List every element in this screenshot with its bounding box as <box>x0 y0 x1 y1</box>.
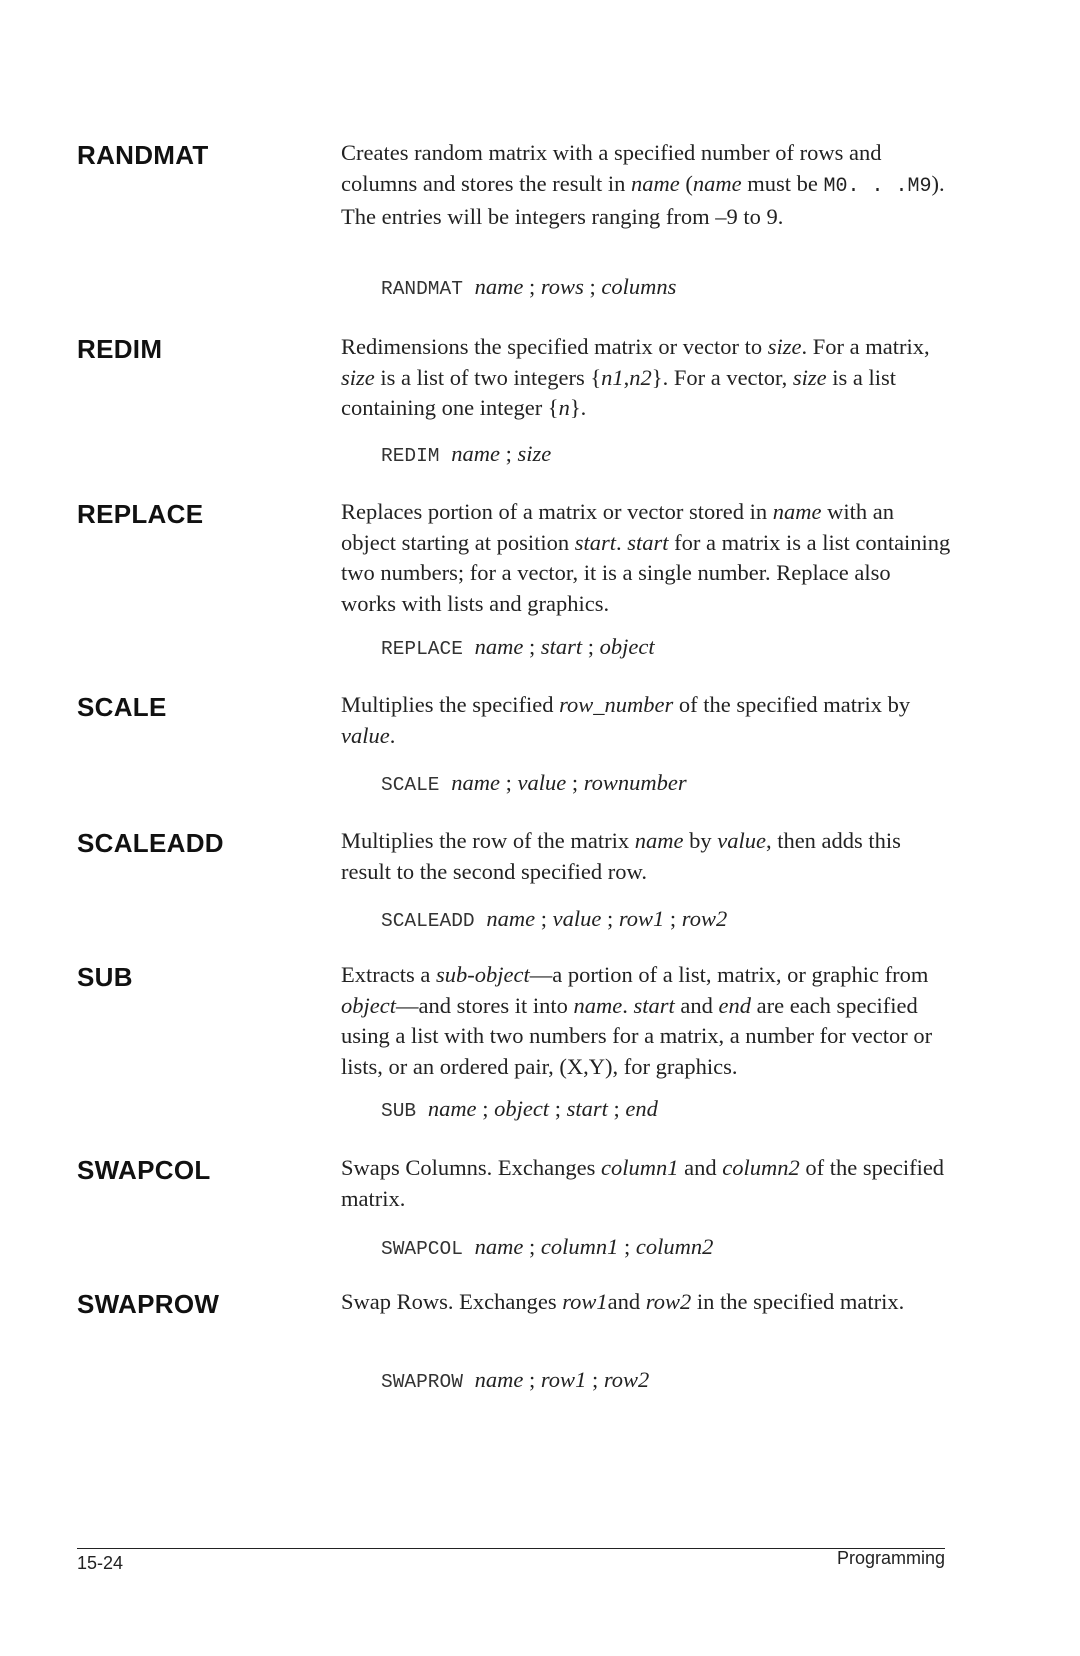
code-text: REPLACE <box>381 638 475 660</box>
italic-term: value <box>717 828 766 853</box>
italic-term: start <box>566 1096 608 1121</box>
italic-term: name <box>474 274 524 299</box>
italic-term: value <box>341 722 390 748</box>
command-syntax: RANDMAT name ; rows ; columns <box>381 274 677 300</box>
italic-term: name <box>486 906 536 931</box>
italic-term: start <box>627 529 669 555</box>
italic-term: size <box>792 364 827 390</box>
italic-term: row1 <box>618 906 665 931</box>
command-syntax: REPLACE name ; start ; object <box>381 634 655 660</box>
italic-term: start <box>574 529 616 555</box>
italic-term: column1 <box>600 1155 679 1180</box>
italic-term: end <box>718 992 751 1018</box>
italic-term: n1 <box>601 364 624 390</box>
command-syntax: SWAPCOL name ; column1 ; column2 <box>381 1234 714 1260</box>
italic-term: row_number <box>559 692 674 717</box>
italic-term: name <box>474 1234 524 1259</box>
command-description: Replaces portion of a matrix or vector stored in name with an object starting at position start. start for a matrix is a list containing two numbers; for a vector, it is a single number. Replace also works with lists and graphics. <box>341 499 951 616</box>
italic-term: name <box>573 992 623 1018</box>
command-term: SWAPCOL <box>77 1155 211 1185</box>
italic-term: name <box>474 1367 524 1392</box>
command-syntax: REDIM name ; size <box>381 441 552 467</box>
command-description: Swaps Columns. Exchanges column1 and column2 of the specified matrix. <box>341 1155 945 1211</box>
italic-term: name <box>692 170 742 196</box>
italic-term: name <box>634 828 684 853</box>
code-text: SCALEADD <box>381 910 487 932</box>
command-syntax: SWAPROW name ; row1 ; row2 <box>381 1367 650 1393</box>
italic-term: n <box>558 395 570 420</box>
italic-term: name <box>474 634 524 659</box>
command-description: Swap Rows. Exchanges row1and row2 in the specified matrix. <box>341 1289 905 1314</box>
footer-rule <box>77 1548 945 1549</box>
italic-term: sub-object <box>435 962 530 987</box>
italic-term: column1 <box>540 1234 619 1259</box>
italic-term: row1 <box>540 1367 587 1392</box>
italic-term: object <box>341 992 396 1018</box>
code-text: SWAPCOL <box>381 1238 475 1260</box>
command-term: REDIM <box>77 334 163 364</box>
code-text: SWAPROW <box>381 1371 475 1393</box>
italic-term: name <box>630 170 680 196</box>
command-syntax: SCALE name ; value ; rownumber <box>381 770 687 796</box>
italic-term: column2 <box>722 1155 800 1180</box>
code-text: REDIM <box>381 445 452 467</box>
footer-section-title: Programming <box>836 1548 945 1568</box>
command-term: SCALEADD <box>77 828 224 858</box>
italic-term: rownumber <box>583 770 687 795</box>
italic-term: name <box>772 499 822 524</box>
command-syntax: SCALEADD name ; value ; row1 ; row2 <box>381 906 728 932</box>
italic-term: row2 <box>645 1289 692 1314</box>
command-description: Extracts a sub-object—a portion of a list, matrix, or graphic from object—and stores it into name. start and end are each specified using a list with two numbers for a matrix, a number for vector or lists, or an ordered pair, (X,Y), for graphics. <box>341 962 933 1079</box>
italic-term: size <box>341 364 375 390</box>
italic-term: row2 <box>603 1367 650 1392</box>
italic-term: n2 <box>629 364 652 390</box>
italic-term: object <box>494 1096 550 1121</box>
command-term: SWAPROW <box>77 1289 220 1319</box>
italic-term: value <box>552 906 602 931</box>
command-description: Creates random matrix with a specified number of rows and columns and stores the result in name (name must be M0. . .M9). The entries will be integers ranging from –9 to 9. <box>341 140 945 229</box>
italic-term: row2 <box>681 906 728 931</box>
italic-term: column2 <box>635 1234 714 1259</box>
italic-term: size <box>767 334 802 359</box>
italic-term: start <box>540 634 583 659</box>
italic-term: object <box>599 634 655 659</box>
command-syntax: SUB name ; object ; start ; end <box>381 1096 658 1122</box>
italic-term: name <box>451 441 500 466</box>
command-description: Multiplies the row of the matrix name by value, then adds this result to the second specified row. <box>341 828 901 884</box>
command-description: Redimensions the specified matrix or vector to size. For a matrix, size is a list of two integers {n1,n2}. For a vector, size is a list containing one integer {n}. <box>341 334 930 420</box>
command-term: SUB <box>77 962 133 992</box>
code-text: SCALE <box>381 774 452 796</box>
command-term: SCALE <box>77 692 167 722</box>
italic-term: name <box>427 1096 477 1121</box>
code-text: M0. . .M9 <box>823 174 932 198</box>
code-text: RANDMAT <box>381 278 475 300</box>
command-description: Multiplies the specified row_number of the specified matrix by value. <box>341 692 911 748</box>
command-term: REPLACE <box>77 499 204 529</box>
italic-term: start <box>633 992 675 1018</box>
italic-term: row1 <box>562 1289 608 1314</box>
italic-term: value <box>517 770 567 795</box>
italic-term: name <box>451 770 500 795</box>
italic-term: size <box>517 441 552 466</box>
italic-term: columns <box>601 274 677 299</box>
italic-term: end <box>625 1096 658 1121</box>
italic-term: rows <box>540 274 584 299</box>
code-text: SUB <box>381 1100 428 1122</box>
footer-page-number: 15-24 <box>77 1553 124 1573</box>
command-term: RANDMAT <box>77 140 209 170</box>
